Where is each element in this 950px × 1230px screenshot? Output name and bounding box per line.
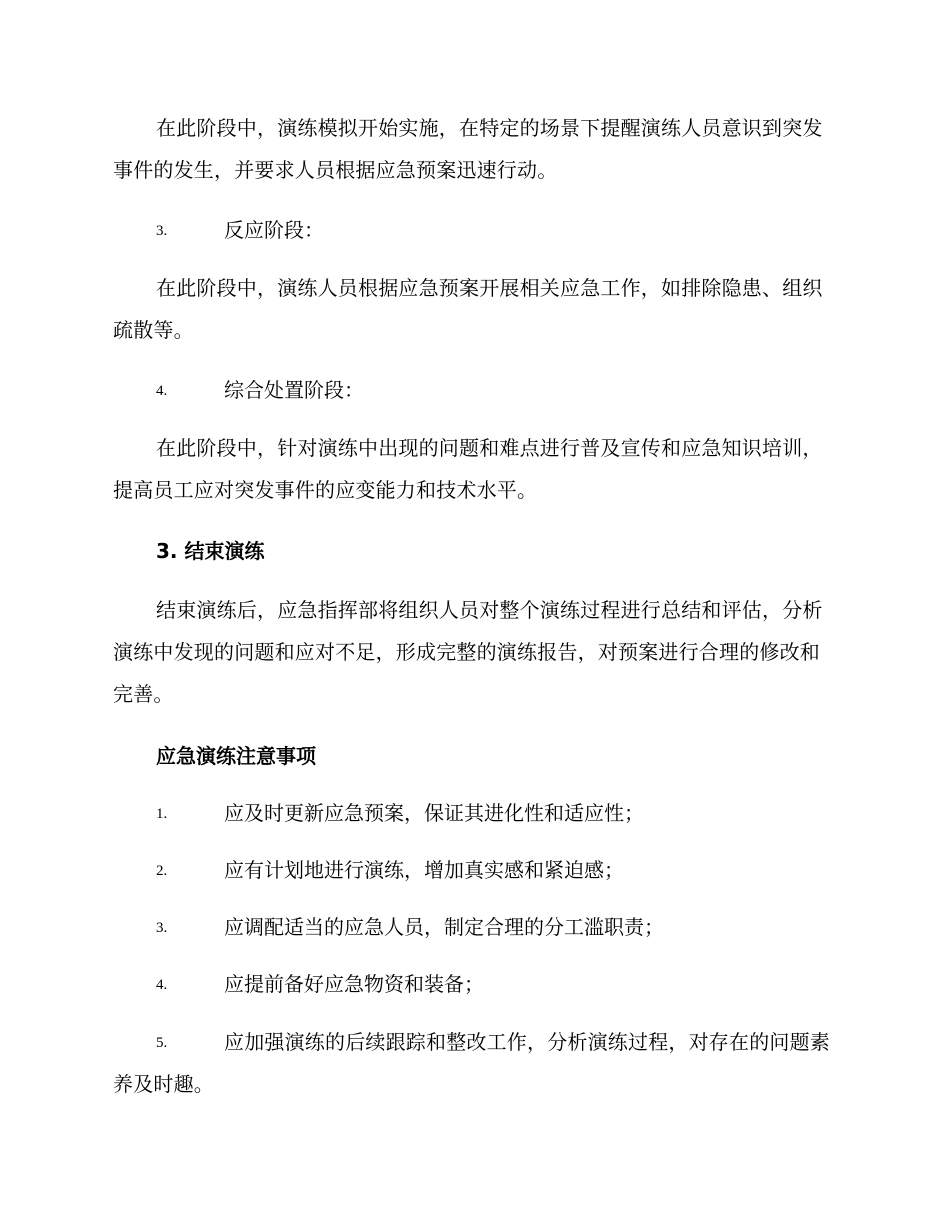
paragraph-comprehensive-stage: 在此阶段中，针对演练中出现的问题和难点进行普及宣传和应急知识培训，提高员工应对突发事件的应变能力和技术水平。 [113,436,823,502]
list-item-precaution-1 [0,792,950,834]
list-number: 2. [156,863,168,879]
list-number: 1. [156,806,168,822]
list-number: 5. [156,1035,168,1051]
section-heading-precautions: 应急演练注意事项 [156,744,316,768]
list-item-precaution-3 [0,906,950,948]
list-item-reaction-stage [0,209,950,251]
list-text: 应调配适当的应急人员，制定合理的分工滥职责； [224,915,664,939]
list-item-precaution-2 [0,849,950,891]
list-item-precaution-5 [0,1021,950,1105]
list-text-wrapped: 应加强演练的后续跟踪和整改工作，分析演练过程，对存在的问题素养及时趣。 [113,1030,830,1096]
list-text: 反应阶段： [224,218,324,242]
section-heading-end-drill: 3. 结束演练 [156,539,265,563]
list-number: 4. [156,383,168,399]
list-number: 4. [156,977,168,993]
paragraph-simulation-stage: 在此阶段中，演练模拟开始实施，在特定的场景下提醒演练人员意识到突发事件的发生，并要求人员根据应急预案迅速行动。 [113,116,823,182]
list-number: 3. [156,920,168,936]
list-item-precaution-4 [0,963,950,1005]
list-item-comprehensive-stage [0,369,950,411]
list-text: 综合处置阶段： [224,378,364,402]
paragraph-reaction-stage: 在此阶段中，演练人员根据应急预案开展相关应急工作，如排除隐患、组织疏散等。 [113,276,823,342]
list-text: 应及时更新应急预案，保证其进化性和适应性； [224,801,644,825]
list-text: 应提前备好应急物资和装备； [224,972,484,996]
list-number: 3. [156,223,168,239]
paragraph-end-drill: 结束演练后，应急指挥部将组织人员对整个演练过程进行总结和评估，分析演练中发现的问题和应对不足，形成完整的演练报告，对预案进行合理的修改和完善。 [113,598,823,706]
list-text: 应有计划地进行演练，增加真实感和紧迫感； [224,858,624,882]
